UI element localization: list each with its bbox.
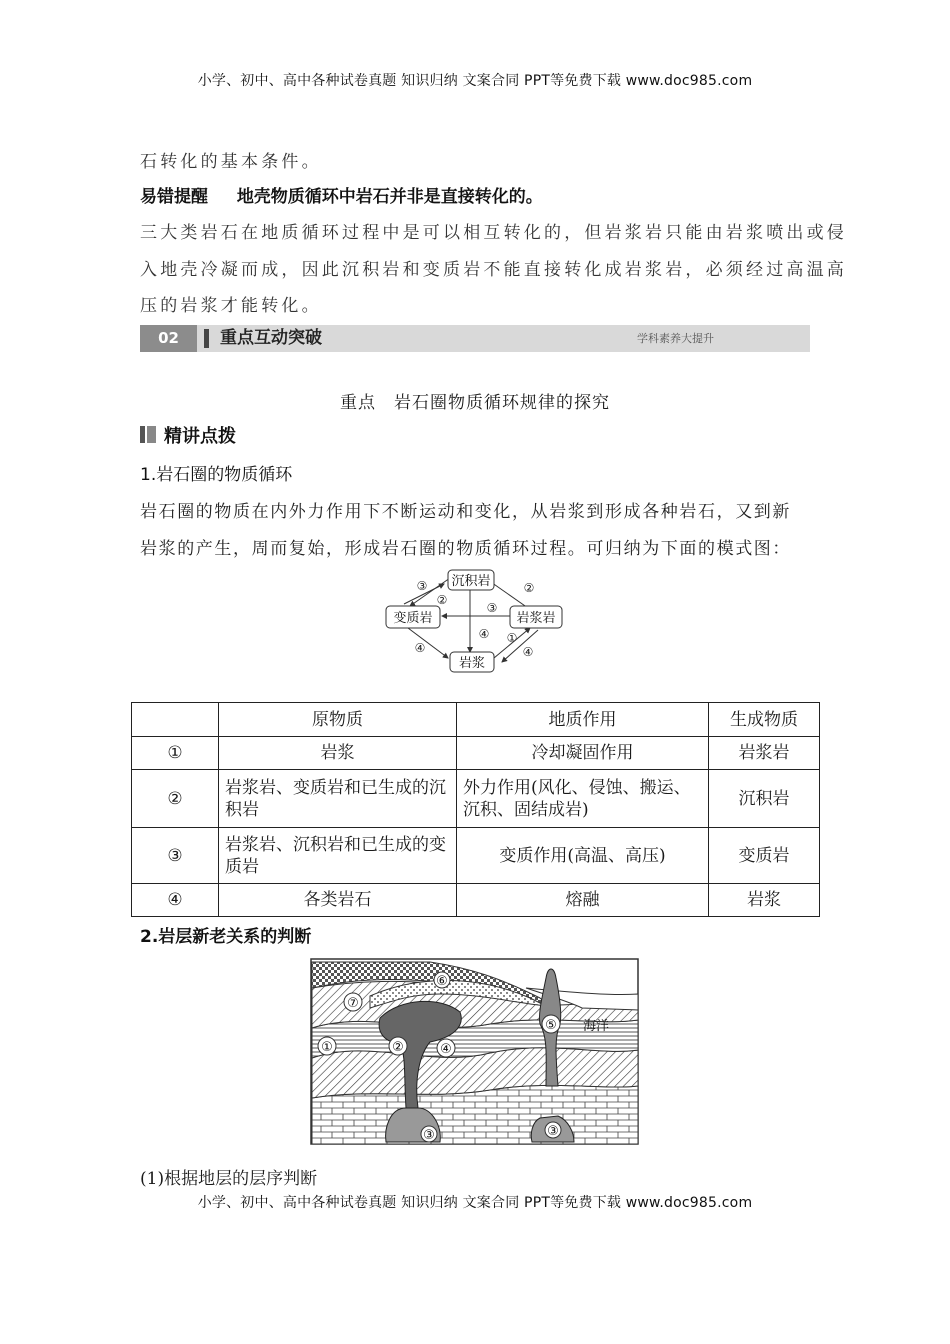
node-magma: 岩浆 [458, 656, 486, 671]
intro-para-line: 入地壳冷凝而成，因此沉积岩和变质岩不能直接转化成岩浆岩，必须经过高温高 [140, 260, 847, 280]
section-banner [140, 325, 810, 352]
header-cell: 地质作用 [457, 703, 709, 737]
layer-label-2: ② [392, 1040, 404, 1055]
source-cell: 各类岩石 [219, 884, 457, 917]
label-process-2: ② [523, 581, 535, 595]
source-cell: 岩浆岩、沉积岩和已生成的变质岩 [219, 828, 457, 884]
strata-diagram [310, 958, 640, 1146]
sub1-para-line: 岩石圈的物质在内外力作用下不断运动和变化，从岩浆到形成各种岩石，又到新 [140, 502, 791, 522]
header-cell: 原物质 [219, 703, 457, 737]
label-process-4: ④ [414, 641, 426, 655]
section-title: 精讲点拨 [164, 426, 236, 447]
focus-title: 重点 岩石圈物质循环规律的探究 [340, 393, 610, 413]
node-sedimentary: 沉积岩 [451, 574, 491, 589]
label-process-3: ③ [416, 579, 428, 593]
label-process-2: ② [436, 593, 448, 607]
banner-divider [204, 329, 209, 348]
header-cell [132, 703, 219, 737]
table-header-row [132, 703, 820, 737]
product-cell: 岩浆岩 [709, 737, 820, 770]
tip-line [140, 182, 543, 207]
label-process-4: ④ [478, 627, 490, 641]
row-number: ② [132, 770, 219, 828]
header-cell: 生成物质 [709, 703, 820, 737]
table-row [132, 737, 820, 770]
intro-para-line: 压的岩浆才能转化。 [140, 296, 322, 316]
rock-cycle-diagram [380, 566, 570, 676]
layer-label-6: ⑥ [436, 974, 448, 989]
intro-line: 石转化的基本条件。 [140, 152, 322, 172]
banner-number: 02 [140, 325, 197, 352]
sub1-para-line: 岩浆的产生，周而复始，形成岩石圈的物质循环过程。可归纳为下面的模式图： [140, 539, 791, 559]
ocean-label: 海洋 [582, 1019, 610, 1034]
tip-text: 地壳物质循环中岩石并非是直接转化的。 [236, 187, 543, 207]
node-metamorphic: 变质岩 [393, 611, 433, 626]
sub2-title: 2.岩层新老关系的判断 [140, 927, 312, 947]
process-cell: 外力作用(风化、侵蚀、搬运、沉积、固结成岩) [457, 770, 709, 828]
process-cell: 熔融 [457, 884, 709, 917]
banner-subtitle: 学科素养大提升 [637, 332, 714, 345]
table-row [132, 828, 820, 884]
layer-label-7: ⑦ [347, 996, 359, 1011]
table-row [132, 770, 820, 828]
banner-title: 重点互动突破 [220, 328, 322, 348]
label-process-4: ④ [522, 645, 534, 659]
page-header: 小学、初中、高中各种试卷真题 知识归纳 文案合同 PPT等免费下载 www.doc985.com [197, 73, 753, 89]
label-process-3: ③ [486, 601, 498, 615]
intro-para-line: 三大类岩石在地质循环过程中是可以相互转化的，但岩浆岩只能由岩浆喷出或侵 [140, 223, 847, 243]
layer-label-4: ④ [440, 1042, 452, 1057]
sub1-title: 1.岩石圈的物质循环 [140, 465, 293, 485]
row-number: ④ [132, 884, 219, 917]
layer-label-5: ⑤ [545, 1018, 557, 1033]
rock-cycle-table [131, 702, 820, 917]
layer-label-1: ① [321, 1040, 333, 1055]
product-cell: 沉积岩 [709, 770, 820, 828]
tip-label: 易错提醒 [140, 187, 208, 207]
source-cell: 岩浆岩、变质岩和已生成的沉积岩 [219, 770, 457, 828]
product-cell: 变质岩 [709, 828, 820, 884]
section-marker-icon [140, 426, 156, 443]
process-cell: 变质作用(高温、高压) [457, 828, 709, 884]
table-row [132, 884, 820, 917]
row-number: ③ [132, 828, 219, 884]
node-igneous: 岩浆岩 [516, 611, 556, 626]
sub3-text: (1)根据地层的层序判断 [140, 1169, 318, 1189]
page-footer: 小学、初中、高中各种试卷真题 知识归纳 文案合同 PPT等免费下载 www.doc985.com [197, 1195, 753, 1211]
layer-label-3: ③ [423, 1128, 435, 1143]
layer-label-3: ③ [547, 1124, 559, 1139]
row-number: ① [132, 737, 219, 770]
source-cell: 岩浆 [219, 737, 457, 770]
product-cell: 岩浆 [709, 884, 820, 917]
label-process-1: ① [506, 631, 518, 645]
process-cell: 冷却凝固作用 [457, 737, 709, 770]
